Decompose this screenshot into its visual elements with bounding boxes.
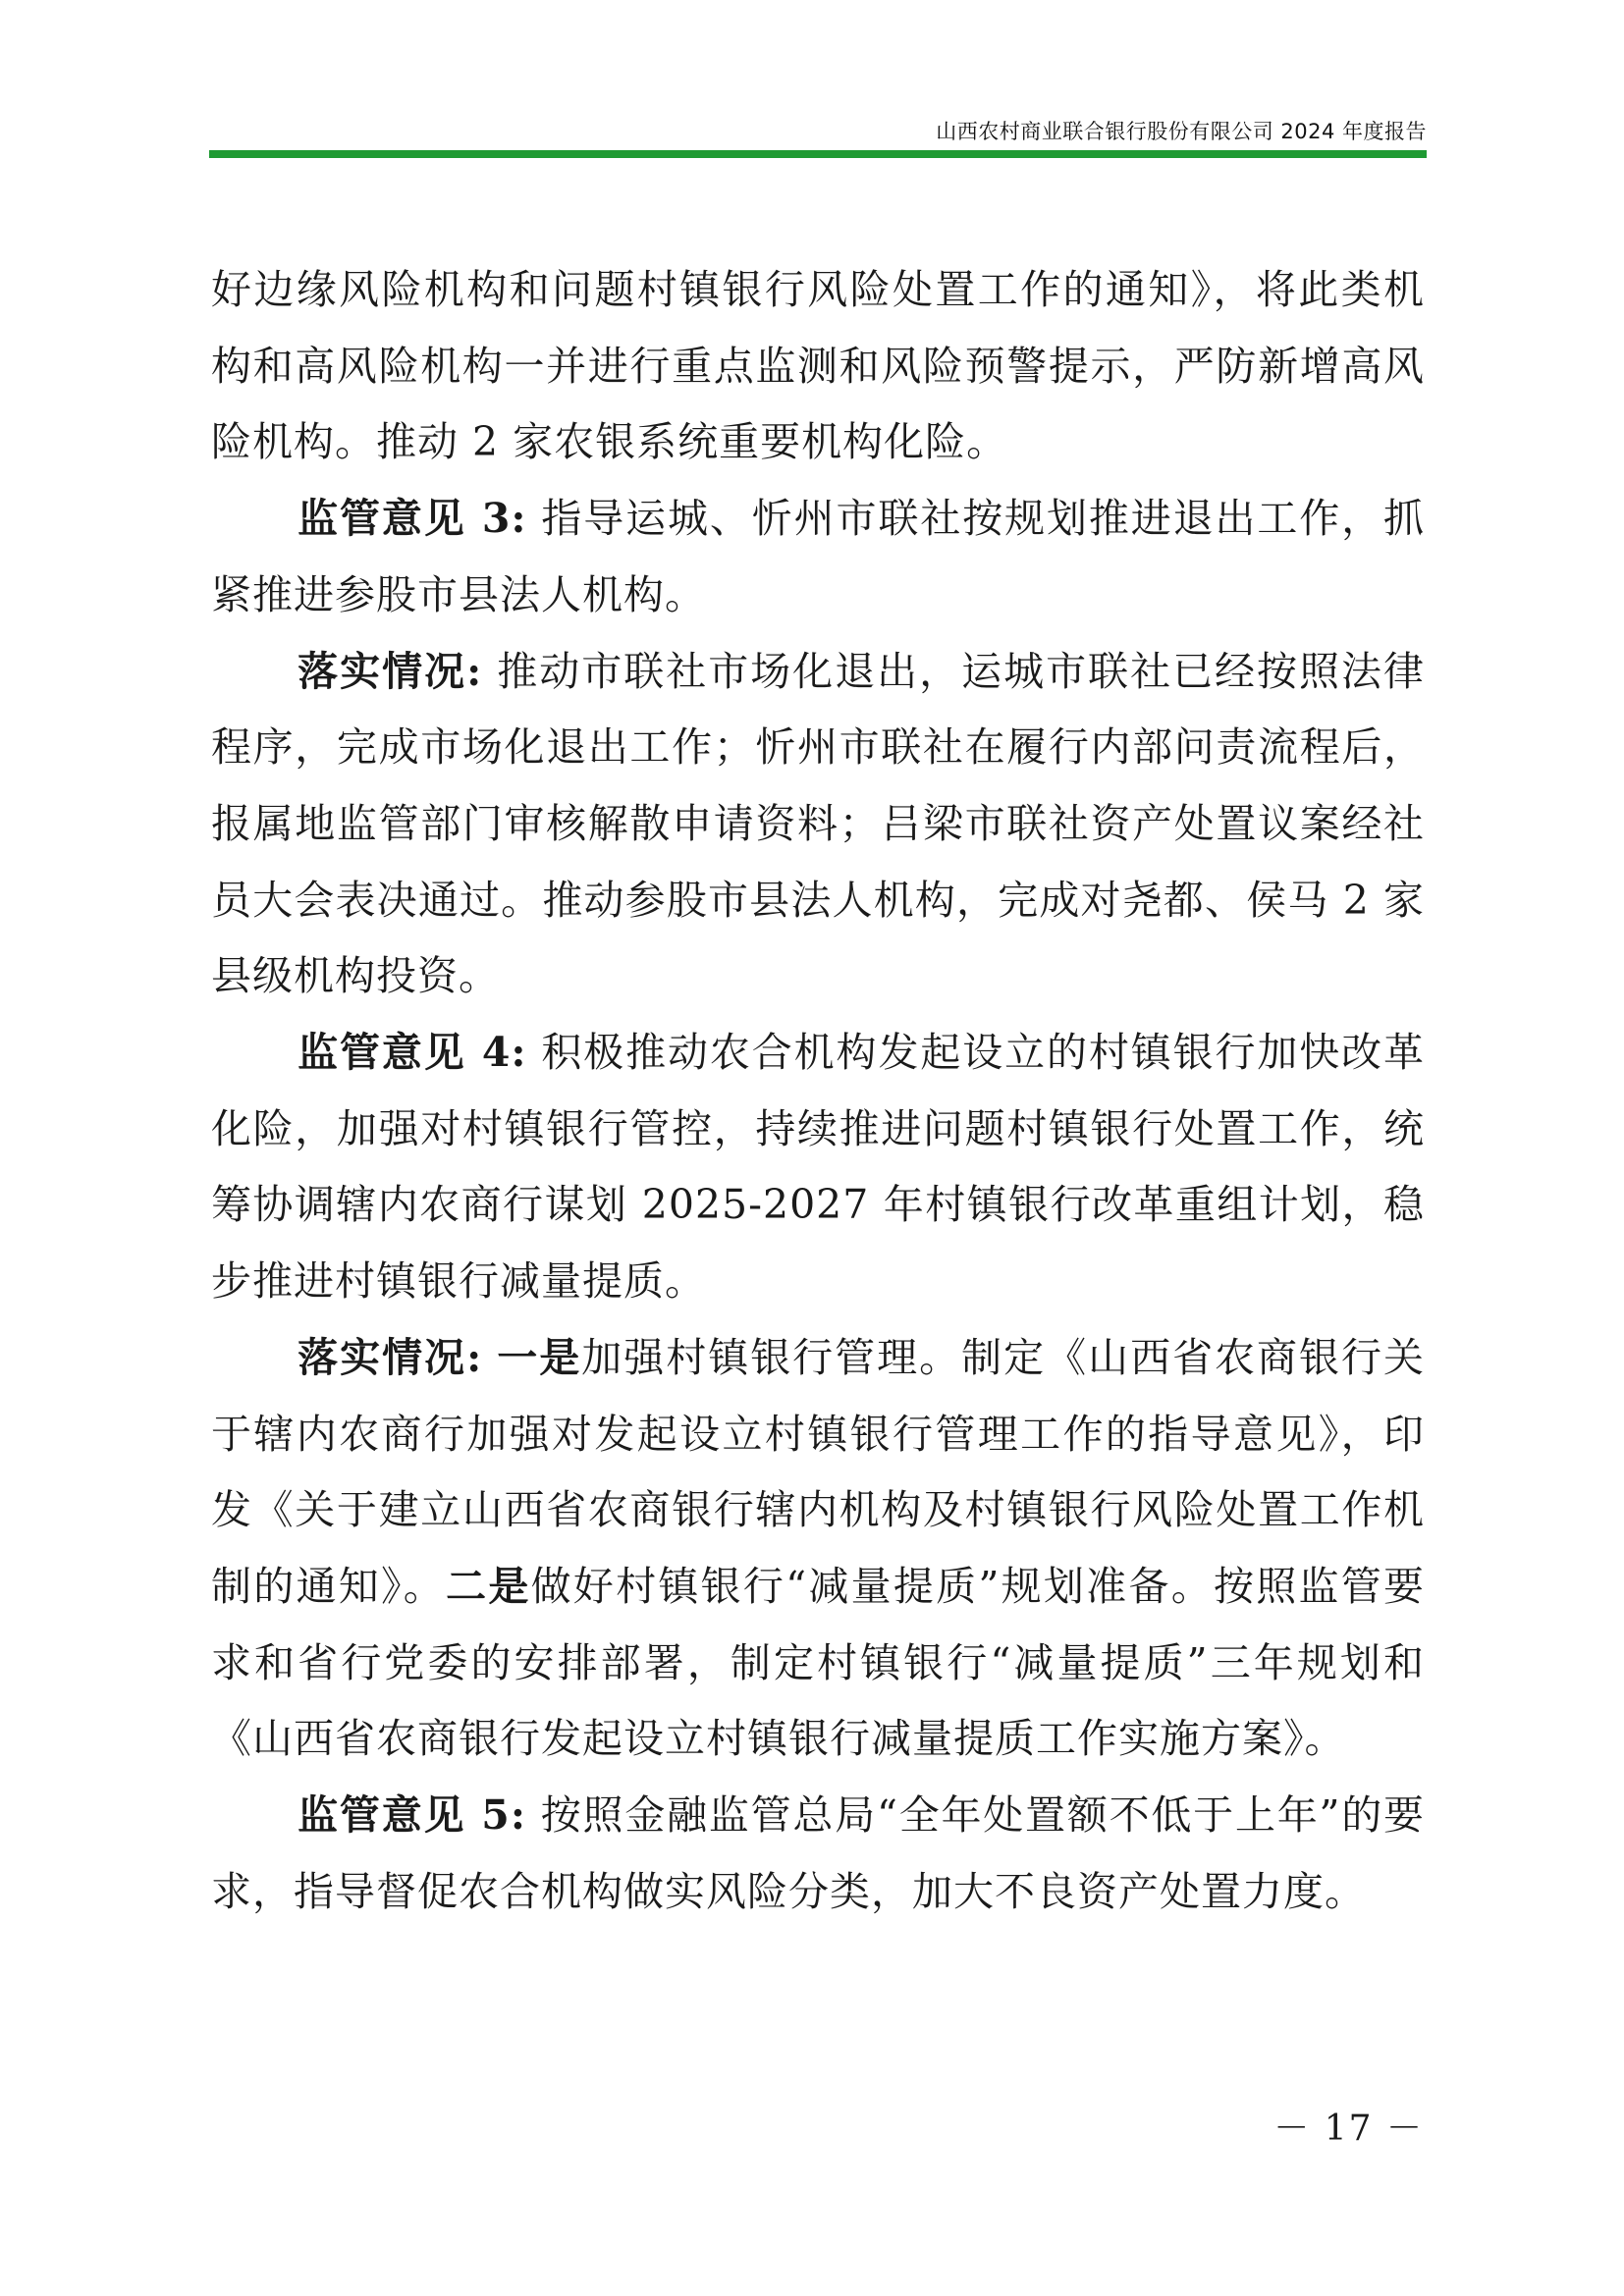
paragraph-implementation-4 [211,1320,1425,1778]
paragraph-continuation [211,252,1425,481]
paragraph-text: 好边缘风险机构和问题村镇银行风险处置工作的通知》，将此类机构和高风险机构一并进行重点监测和风险预警提示，严防新增高风险机构。推动 2 家农银系统重要机构化险。 [211,266,1425,466]
paragraph-text: 推动市联社市场化退出，运城市联社已经按照法律程序，完成市场化退出工作；忻州市联社在履行内部问责流程后，报属地监管部门审核解散申请资料；吕梁市联社资产处置议案经社员大会表决通过。推动参股市县法人机构，完成对尧都、侯马 2 家县级机构投资。 [211,647,1426,1000]
paragraph-text: 加强村镇银行管理。制定《山西省农商银行关于辖内农商行加强对发起设立村镇银行管理工作的指导意见》，印发《关于建立山西省农商银行辖内机构及村镇银行风险处置工作机制的通知》。 [211,1333,1426,1610]
paragraph-text: 做好村镇银行“减量提质”规划准备。按照监管要求和省行党委的安排部署，制定村镇银行“减量提质”三年规划和《山西省农商银行发起设立村镇银行减量提质工作实施方案》。 [211,1562,1426,1763]
bold-lead-text: 落实情况: [298,1333,483,1381]
paragraph-text: 积极推动农合机构发起设立的村镇银行加快改革化险，加强对村镇银行管控，持续推进问题村镇银行处置工作，统筹协调辖内农商行谋划 2025-2027 年村镇银行改革重组计划，稳步推进村镇银行减量提质。 [211,1029,1426,1306]
paragraph-text [482,1334,497,1381]
bold-lead-text: 落实情况: [298,647,483,695]
paragraph-opinion-5 [211,1778,1425,1930]
bold-lead-text: 二是 [446,1562,531,1610]
paragraph-implementation-3 [211,634,1425,1016]
page-number: － 17 － [1273,2109,1424,2149]
bold-lead-text: 监管意见 3: [298,495,527,543]
paragraph-text: 指导运城、忻州市联社按规划推进退出工作，抓紧推进参股市县法人机构。 [211,495,1426,618]
page-header-title: 山西农村商业联合银行股份有限公司 2024 年度报告 [936,120,1427,143]
bold-lead-text: 监管意见 5: [298,1791,526,1840]
bold-lead-text: 一是 [497,1333,582,1381]
document-body [211,252,1425,1930]
paragraph-text: 按照金融监管总局“全年处置额不低于上年”的要求，指导督促农合机构做实风险分类，加大不良资产处置力度。 [211,1791,1426,1915]
bold-lead-text: 监管意见 4: [298,1029,527,1077]
header-divider [209,150,1427,158]
paragraph-opinion-4 [211,1015,1425,1320]
paragraph-opinion-3 [211,481,1425,633]
